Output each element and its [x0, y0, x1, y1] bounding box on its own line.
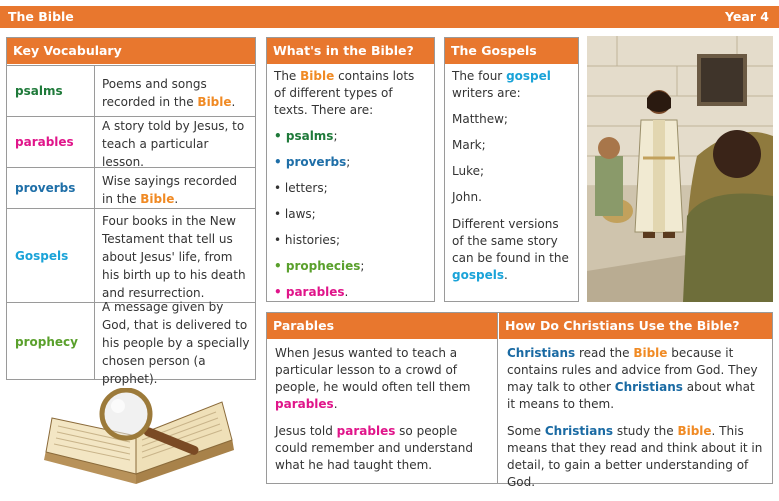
- vocab-row-prophecy: [7, 300, 255, 386]
- list-item: • parables.: [274, 285, 349, 299]
- text-types-list: [267, 119, 434, 305]
- bottom-panels: [266, 312, 773, 489]
- parables-panel: [267, 313, 498, 483]
- parables-paragraph: Jesus told parables so people could remember and understand what he had taught them.: [275, 424, 473, 472]
- year-label: Year 4: [724, 9, 769, 24]
- christians-heading: How Do Christians Use the Bible?: [499, 313, 772, 339]
- christians-paragraph: Some Christians study the Bible. This means that they read and think about it in detail, to gain a better understanding of God.: [507, 424, 763, 489]
- jesus-teaching-illustration: [587, 36, 773, 302]
- vocab-term: parables: [7, 117, 95, 167]
- the-gospels-panel: [444, 37, 579, 302]
- list-item: • histories;: [274, 233, 341, 247]
- list-item: • proverbs;: [274, 155, 351, 169]
- christians-panel: [499, 313, 772, 489]
- gospels-outro: Different versions of the same story can be found in the gospels.: [452, 217, 569, 282]
- vocab-definition: A message given by God, that is delivered to his people by a specially chosen person (a prophet).: [102, 300, 250, 386]
- gospel-writer: Luke;: [452, 164, 485, 178]
- christians-paragraph: Christians read the Bible because it contains rules and advice from God. They may talk to other Christians about what it means to them.: [507, 346, 758, 411]
- title-bar: [0, 6, 779, 28]
- vocab-definition: Wise sayings recorded in the Bible.: [102, 173, 238, 206]
- the-gospels-heading: The Gospels: [445, 38, 578, 64]
- vocab-term: Gospels: [7, 209, 95, 302]
- vocab-definition: Four books in the New Testament that tell us about Jesus' life, from his birth up to his death and resurrection.: [102, 214, 246, 300]
- list-item: • psalms;: [274, 129, 338, 143]
- key-vocabulary-panel: [6, 37, 256, 386]
- whats-in-the-bible-heading: What's in the Bible?: [267, 38, 434, 64]
- vocab-row-gospels: [7, 208, 255, 302]
- gospel-writer: Matthew;: [452, 112, 508, 126]
- parables-heading: Parables: [267, 313, 497, 339]
- gospels-intro: The four gospel writers are:: [452, 69, 551, 100]
- list-item: • laws;: [274, 207, 316, 221]
- gospel-writer: John.: [452, 190, 482, 204]
- vocab-definition: A story told by Jesus, to teach a particular lesson.: [102, 118, 245, 169]
- page-title: The Bible: [8, 9, 74, 24]
- whats-in-the-bible-panel: [266, 37, 435, 302]
- list-item: • letters;: [274, 181, 328, 195]
- vocab-definition: Poems and songs recorded in the Bible.: [102, 76, 236, 109]
- list-item: • prophecies;: [274, 259, 365, 273]
- vocab-row-proverbs: [7, 167, 255, 208]
- key-vocabulary-heading: Key Vocabulary: [7, 38, 255, 64]
- vocab-term: psalms: [7, 66, 95, 116]
- whats-intro: The Bible contains lots of different types of texts. There are:: [274, 69, 415, 117]
- parables-paragraph: When Jesus wanted to teach a particular lesson to a crowd of people, he would often tell them parables.: [275, 346, 471, 411]
- vocab-row-parables: [7, 116, 255, 167]
- gospel-writer: Mark;: [452, 138, 486, 152]
- vocab-row-psalms: [7, 65, 255, 116]
- vocab-term: proverbs: [7, 168, 95, 208]
- vocab-term: prophecy: [7, 303, 95, 380]
- open-bible-image: [38, 388, 238, 488]
